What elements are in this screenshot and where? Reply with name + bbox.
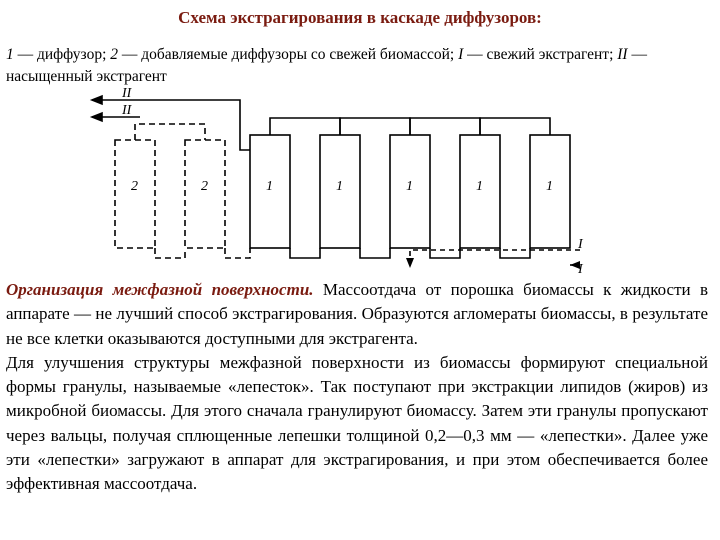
top-link-3 bbox=[410, 118, 480, 135]
vessel-added-2 bbox=[185, 140, 225, 248]
vessel-label-6: 1 bbox=[546, 179, 553, 194]
paragraph-1 bbox=[6, 278, 708, 351]
inlet-line-upper bbox=[410, 250, 580, 264]
vessel-label-3: 1 bbox=[336, 179, 343, 194]
vessel-added-1 bbox=[115, 140, 155, 248]
stream-label-bottom-2: I bbox=[578, 262, 583, 277]
body-text bbox=[6, 278, 708, 497]
vessel-label-5: 1 bbox=[476, 179, 483, 194]
stream-label-top-1: II bbox=[122, 86, 132, 101]
vessel-label-1: 2 bbox=[201, 179, 208, 194]
stream-label-top-2: II bbox=[122, 103, 132, 118]
outlet-arrow-lower bbox=[92, 113, 102, 121]
legend-num-1: 1 bbox=[6, 46, 14, 63]
link-added-c bbox=[225, 248, 250, 258]
link-added-a bbox=[135, 124, 205, 140]
top-link-1 bbox=[270, 118, 340, 135]
legend-text-2: — добавляемые диффузоры со свежей биомассой; bbox=[118, 46, 459, 63]
legend-text-3: — свежий экстрагент; bbox=[463, 46, 618, 63]
outlet-arrow-upper bbox=[92, 96, 102, 104]
paragraph-2: Для улучшения структуры межфазной поверхности из биомассы формируют специальной формы гранулы, называемые «лепесток». Так поступают при экстракции липидов (жиров) из микробной биомассы. Для этого сначала гранулируют биомассу. Затем эти гранулы пропускают через вальцы, получая сплющенные лепешки толщиной 0,2—0,3 мм — «лепестки». Далее уже эти «лепестки» загружают в аппарат для экстрагирования, и при этом обеспечивается более эффективная массоотдача. bbox=[6, 352, 708, 494]
vessel-label-2: 1 bbox=[266, 179, 273, 194]
slide-title: Схема экстрагирования в каскаде диффузоров: bbox=[178, 8, 542, 27]
diffuser-cascade-diagram bbox=[0, 80, 720, 280]
vessel-label-0: 2 bbox=[131, 179, 138, 194]
bottom-link-2 bbox=[360, 248, 390, 258]
top-link-4 bbox=[480, 118, 550, 135]
top-link-2 bbox=[340, 118, 410, 135]
vessel-label-4: 1 bbox=[406, 179, 413, 194]
legend-text-1: — диффузор; bbox=[13, 46, 111, 63]
bottom-link-1 bbox=[290, 248, 320, 258]
link-added-b bbox=[155, 248, 185, 258]
legend-num-4: II bbox=[617, 46, 628, 63]
stream-label-bottom-1: I bbox=[578, 237, 583, 252]
legend-num-3: I bbox=[458, 46, 464, 63]
inlet-arrow-upper bbox=[406, 258, 414, 268]
paragraph-lead: Организация межфазной поверхности. bbox=[6, 280, 314, 299]
paragraph-1-text: Массоотдача от порошка биомассы к жидкости в аппарате — не лучший способ экстрагирования. Образуются агломераты биомассы, в результате не все клетки оказываются доступными для экстрагента. bbox=[6, 280, 708, 348]
legend-text-4: — насыщенный экстрагент bbox=[6, 46, 647, 85]
legend-num-2: 2 bbox=[110, 46, 119, 63]
